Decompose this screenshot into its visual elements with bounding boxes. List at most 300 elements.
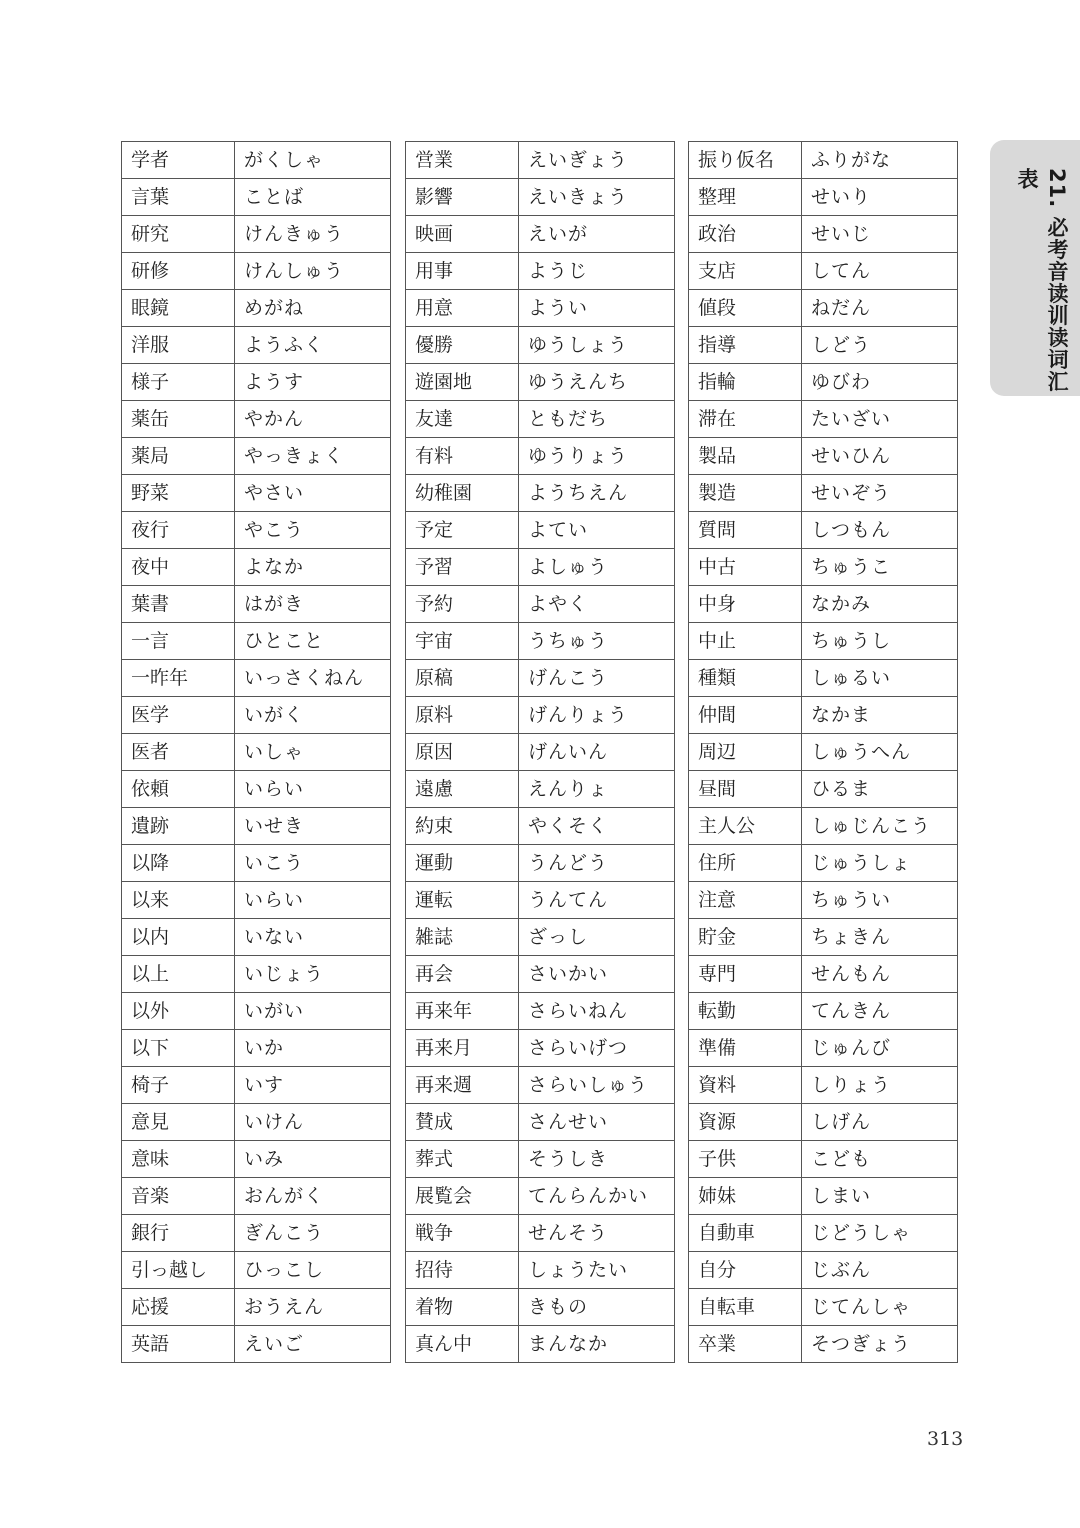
reading-cell: えいが [519,216,675,253]
table-row [689,179,958,216]
word-cell: 賛成 [406,1104,519,1141]
word-cell: 約束 [406,808,519,845]
reading-cell: やこう [235,512,391,549]
reading-cell: げんいん [519,734,675,771]
table-row [122,1178,391,1215]
word-cell: 自動車 [689,1215,802,1252]
table-row [122,623,391,660]
word-cell: 自分 [689,1252,802,1289]
table-row [689,142,958,179]
table-row [122,142,391,179]
word-cell: 指導 [689,327,802,364]
reading-cell: いない [235,919,391,956]
table-row [406,660,675,697]
reading-cell: じてんしゃ [802,1289,958,1326]
table-row [122,956,391,993]
reading-cell: ようい [519,290,675,327]
word-cell: 運動 [406,845,519,882]
reading-cell: やさい [235,475,391,512]
table-row [689,549,958,586]
table-row [406,956,675,993]
table-row [689,956,958,993]
word-cell: 一言 [122,623,235,660]
table-row [689,475,958,512]
word-cell: 再会 [406,956,519,993]
word-cell: 英語 [122,1326,235,1363]
reading-cell: えいぎょう [519,142,675,179]
reading-cell: せいひん [802,438,958,475]
reading-cell: いか [235,1030,391,1067]
table-row [689,1067,958,1104]
word-cell: 転勤 [689,993,802,1030]
table-row [689,697,958,734]
word-cell: 椅子 [122,1067,235,1104]
table-row [122,845,391,882]
word-cell: 周辺 [689,734,802,771]
word-cell: 薬缶 [122,401,235,438]
word-cell: 指輪 [689,364,802,401]
reading-cell: いす [235,1067,391,1104]
table-row [122,771,391,808]
table-row [689,1104,958,1141]
word-cell: 以来 [122,882,235,919]
word-cell: 専門 [689,956,802,993]
table-row [122,512,391,549]
table-row [689,1030,958,1067]
word-cell: 以内 [122,919,235,956]
table-row [689,1215,958,1252]
table-row [406,919,675,956]
reading-cell: ゆうしょう [519,327,675,364]
reading-cell: そつぎょう [802,1326,958,1363]
table-row [689,660,958,697]
reading-cell: ともだち [519,401,675,438]
table-row [122,216,391,253]
word-cell: 眼鏡 [122,290,235,327]
word-cell: 研究 [122,216,235,253]
table-row [122,475,391,512]
table-row [689,438,958,475]
word-cell: 製品 [689,438,802,475]
table-row [122,1030,391,1067]
table-row [122,1067,391,1104]
word-cell: 意見 [122,1104,235,1141]
table-row [122,660,391,697]
table-row [689,364,958,401]
reading-cell: ちゅうい [802,882,958,919]
word-cell: 以外 [122,993,235,1030]
table-row [689,882,958,919]
reading-cell: ゆうりょう [519,438,675,475]
reading-cell: げんこう [519,660,675,697]
table-row [122,993,391,1030]
word-cell: 映画 [406,216,519,253]
reading-cell: やかん [235,401,391,438]
reading-cell: ひとこと [235,623,391,660]
reading-cell: うんどう [519,845,675,882]
table-row [122,697,391,734]
table-row [689,771,958,808]
table-row [689,1141,958,1178]
table-row [689,1178,958,1215]
reading-cell: ひっこし [235,1252,391,1289]
word-cell: 種類 [689,660,802,697]
word-cell: 貯金 [689,919,802,956]
table-row [406,1326,675,1363]
word-cell: 政治 [689,216,802,253]
table-row [689,993,958,1030]
table-row [406,401,675,438]
reading-cell: うちゅう [519,623,675,660]
word-cell: 主人公 [689,808,802,845]
reading-cell: うんてん [519,882,675,919]
reading-cell: さらいねん [519,993,675,1030]
word-cell: 遺跡 [122,808,235,845]
word-cell: 以下 [122,1030,235,1067]
table-row [689,919,958,956]
table-row [406,364,675,401]
word-cell: 葉書 [122,586,235,623]
reading-cell: ねだん [802,290,958,327]
reading-cell: じぶん [802,1252,958,1289]
reading-cell: いけん [235,1104,391,1141]
reading-cell: げんりょう [519,697,675,734]
word-cell: 運転 [406,882,519,919]
word-cell: 用事 [406,253,519,290]
word-cell: 有料 [406,438,519,475]
word-cell: 幼稚園 [406,475,519,512]
word-cell: 値段 [689,290,802,327]
reading-cell: じゅうしょ [802,845,958,882]
word-cell: 野菜 [122,475,235,512]
reading-cell: なかま [802,697,958,734]
reading-cell: しょうたい [519,1252,675,1289]
reading-cell: めがね [235,290,391,327]
word-cell: 仲間 [689,697,802,734]
word-cell: 再来年 [406,993,519,1030]
reading-cell: さいかい [519,956,675,993]
reading-cell: さらいげつ [519,1030,675,1067]
table-row [122,364,391,401]
word-cell: 依頼 [122,771,235,808]
table-row [406,623,675,660]
table-row [406,290,675,327]
word-cell: 子供 [689,1141,802,1178]
word-cell: 夜中 [122,549,235,586]
table-row [406,771,675,808]
table-row [406,253,675,290]
table-row [406,1030,675,1067]
reading-cell: けんきゅう [235,216,391,253]
table-row [406,1067,675,1104]
reading-cell: しどう [802,327,958,364]
word-cell: 音楽 [122,1178,235,1215]
word-cell: 引っ越し [122,1252,235,1289]
table-row [122,327,391,364]
word-cell: 製造 [689,475,802,512]
word-cell: 自転車 [689,1289,802,1326]
reading-cell: えいきょう [519,179,675,216]
word-cell: 原稿 [406,660,519,697]
reading-cell: じゅんび [802,1030,958,1067]
reading-cell: ぎんこう [235,1215,391,1252]
table-row [406,327,675,364]
reading-cell: いせき [235,808,391,845]
table-row [406,438,675,475]
vocab-table-2 [405,141,675,1363]
word-cell: 様子 [122,364,235,401]
reading-cell: てんきん [802,993,958,1030]
reading-cell: しゅるい [802,660,958,697]
reading-cell: しりょう [802,1067,958,1104]
word-cell: 中身 [689,586,802,623]
word-cell: 意味 [122,1141,235,1178]
table-row [122,808,391,845]
table-row [406,179,675,216]
table-row [406,586,675,623]
reading-cell: けんしゅう [235,253,391,290]
reading-cell: いみ [235,1141,391,1178]
word-cell: 真ん中 [406,1326,519,1363]
reading-cell: おんがく [235,1178,391,1215]
reading-cell: ふりがな [802,142,958,179]
table-row [689,586,958,623]
word-cell: 影響 [406,179,519,216]
reading-cell: せいぞう [802,475,958,512]
table-row [406,142,675,179]
word-cell: 振り仮名 [689,142,802,179]
reading-cell: やくそく [519,808,675,845]
reading-cell: えんりょ [519,771,675,808]
word-cell: 姉妹 [689,1178,802,1215]
table-row [122,179,391,216]
reading-cell: えいご [235,1326,391,1363]
word-cell: 営業 [406,142,519,179]
word-cell: 以上 [122,956,235,993]
reading-cell: せんもん [802,956,958,993]
word-cell: 用意 [406,290,519,327]
reading-cell: たいざい [802,401,958,438]
word-cell: 準備 [689,1030,802,1067]
reading-cell: はがき [235,586,391,623]
reading-cell: ゆびわ [802,364,958,401]
reading-cell: せいり [802,179,958,216]
word-cell: 医者 [122,734,235,771]
table-row [689,1289,958,1326]
table-row [689,327,958,364]
word-cell: 銀行 [122,1215,235,1252]
reading-cell: いじょう [235,956,391,993]
word-cell: 支店 [689,253,802,290]
table-row [122,549,391,586]
table-row [406,512,675,549]
word-cell: 優勝 [406,327,519,364]
word-cell: 予定 [406,512,519,549]
word-cell: 夜行 [122,512,235,549]
reading-cell: こども [802,1141,958,1178]
reading-cell: いらい [235,882,391,919]
reading-cell: そうしき [519,1141,675,1178]
table-row [406,845,675,882]
reading-cell: してん [802,253,958,290]
table-row [406,1178,675,1215]
table-row [122,882,391,919]
word-cell: 招待 [406,1252,519,1289]
reading-cell: ようふく [235,327,391,364]
reading-cell: ゆうえんち [519,364,675,401]
reading-cell: いらい [235,771,391,808]
reading-cell: よしゅう [519,549,675,586]
word-cell: 原料 [406,697,519,734]
table-row [689,216,958,253]
table-row [122,1252,391,1289]
table-row [406,216,675,253]
reading-cell: さらいしゅう [519,1067,675,1104]
table-row [122,586,391,623]
word-cell: 予習 [406,549,519,586]
chapter-label: 21. 必考音读训读词汇表 [1015,168,1069,393]
word-cell: 遊園地 [406,364,519,401]
reading-cell: がくしゃ [235,142,391,179]
reading-cell: やっきょく [235,438,391,475]
word-cell: 薬局 [122,438,235,475]
word-cell: 洋服 [122,327,235,364]
table-row [406,475,675,512]
reading-cell: いっさくねん [235,660,391,697]
word-cell: 昼間 [689,771,802,808]
word-cell: 卒業 [689,1326,802,1363]
table-row [689,401,958,438]
reading-cell: ひるま [802,771,958,808]
reading-cell: ようじ [519,253,675,290]
reading-cell: いがく [235,697,391,734]
word-cell: 中止 [689,623,802,660]
reading-cell: ちょきん [802,919,958,956]
word-cell: 原因 [406,734,519,771]
page-number: 313 [927,1428,964,1450]
reading-cell: ことば [235,179,391,216]
reading-cell: ざっし [519,919,675,956]
word-cell: 住所 [689,845,802,882]
word-cell: 戦争 [406,1215,519,1252]
word-cell: 一昨年 [122,660,235,697]
word-cell: 医学 [122,697,235,734]
reading-cell: てんらんかい [519,1178,675,1215]
table-row [689,845,958,882]
table-row [122,438,391,475]
word-cell: 再来週 [406,1067,519,1104]
table-row [689,623,958,660]
reading-cell: ちゅうこ [802,549,958,586]
table-row [122,253,391,290]
word-cell: 着物 [406,1289,519,1326]
reading-cell: きもの [519,1289,675,1326]
reading-cell: じどうしゃ [802,1215,958,1252]
table-row [689,734,958,771]
word-cell: 雑誌 [406,919,519,956]
reading-cell: せいじ [802,216,958,253]
reading-cell: いがい [235,993,391,1030]
table-row [689,512,958,549]
table-row [689,253,958,290]
reading-cell: よやく [519,586,675,623]
word-cell: 注意 [689,882,802,919]
word-cell: 遠慮 [406,771,519,808]
table-row [406,549,675,586]
table-row [122,1326,391,1363]
reading-cell: ようす [235,364,391,401]
word-cell: 再来月 [406,1030,519,1067]
word-cell: 友達 [406,401,519,438]
word-cell: 以降 [122,845,235,882]
table-row [406,882,675,919]
table-row [406,808,675,845]
word-cell: 整理 [689,179,802,216]
reading-cell: なかみ [802,586,958,623]
table-row [406,993,675,1030]
table-row [406,1215,675,1252]
reading-cell: ちゅうし [802,623,958,660]
reading-cell: いしゃ [235,734,391,771]
word-cell: 予約 [406,586,519,623]
reading-cell: いこう [235,845,391,882]
table-row [406,1141,675,1178]
table-row [689,1252,958,1289]
reading-cell: しつもん [802,512,958,549]
word-cell: 滞在 [689,401,802,438]
table-row [406,1252,675,1289]
table-row [122,1104,391,1141]
word-cell: 言葉 [122,179,235,216]
table-row [689,1326,958,1363]
reading-cell: さんせい [519,1104,675,1141]
vocab-table-1 [121,141,391,1363]
table-row [122,1289,391,1326]
vocab-table-3 [688,141,958,1363]
table-row [122,734,391,771]
table-row [122,290,391,327]
word-cell: 研修 [122,253,235,290]
reading-cell: しげん [802,1104,958,1141]
word-cell: 宇宙 [406,623,519,660]
reading-cell: しゅうへん [802,734,958,771]
reading-cell: せんそう [519,1215,675,1252]
word-cell: 応援 [122,1289,235,1326]
reading-cell: よてい [519,512,675,549]
table-row [689,808,958,845]
table-row [122,919,391,956]
table-row [122,401,391,438]
reading-cell: よなか [235,549,391,586]
word-cell: 学者 [122,142,235,179]
chapter-tab [990,140,1080,396]
table-row [122,1141,391,1178]
word-cell: 葬式 [406,1141,519,1178]
table-row [122,1215,391,1252]
table-row [406,697,675,734]
table-row [406,1104,675,1141]
table-row [406,1289,675,1326]
reading-cell: まんなか [519,1326,675,1363]
table-row [406,734,675,771]
reading-cell: しまい [802,1178,958,1215]
word-cell: 資料 [689,1067,802,1104]
reading-cell: ようちえん [519,475,675,512]
table-row [689,290,958,327]
reading-cell: おうえん [235,1289,391,1326]
word-cell: 質問 [689,512,802,549]
reading-cell: しゅじんこう [802,808,958,845]
